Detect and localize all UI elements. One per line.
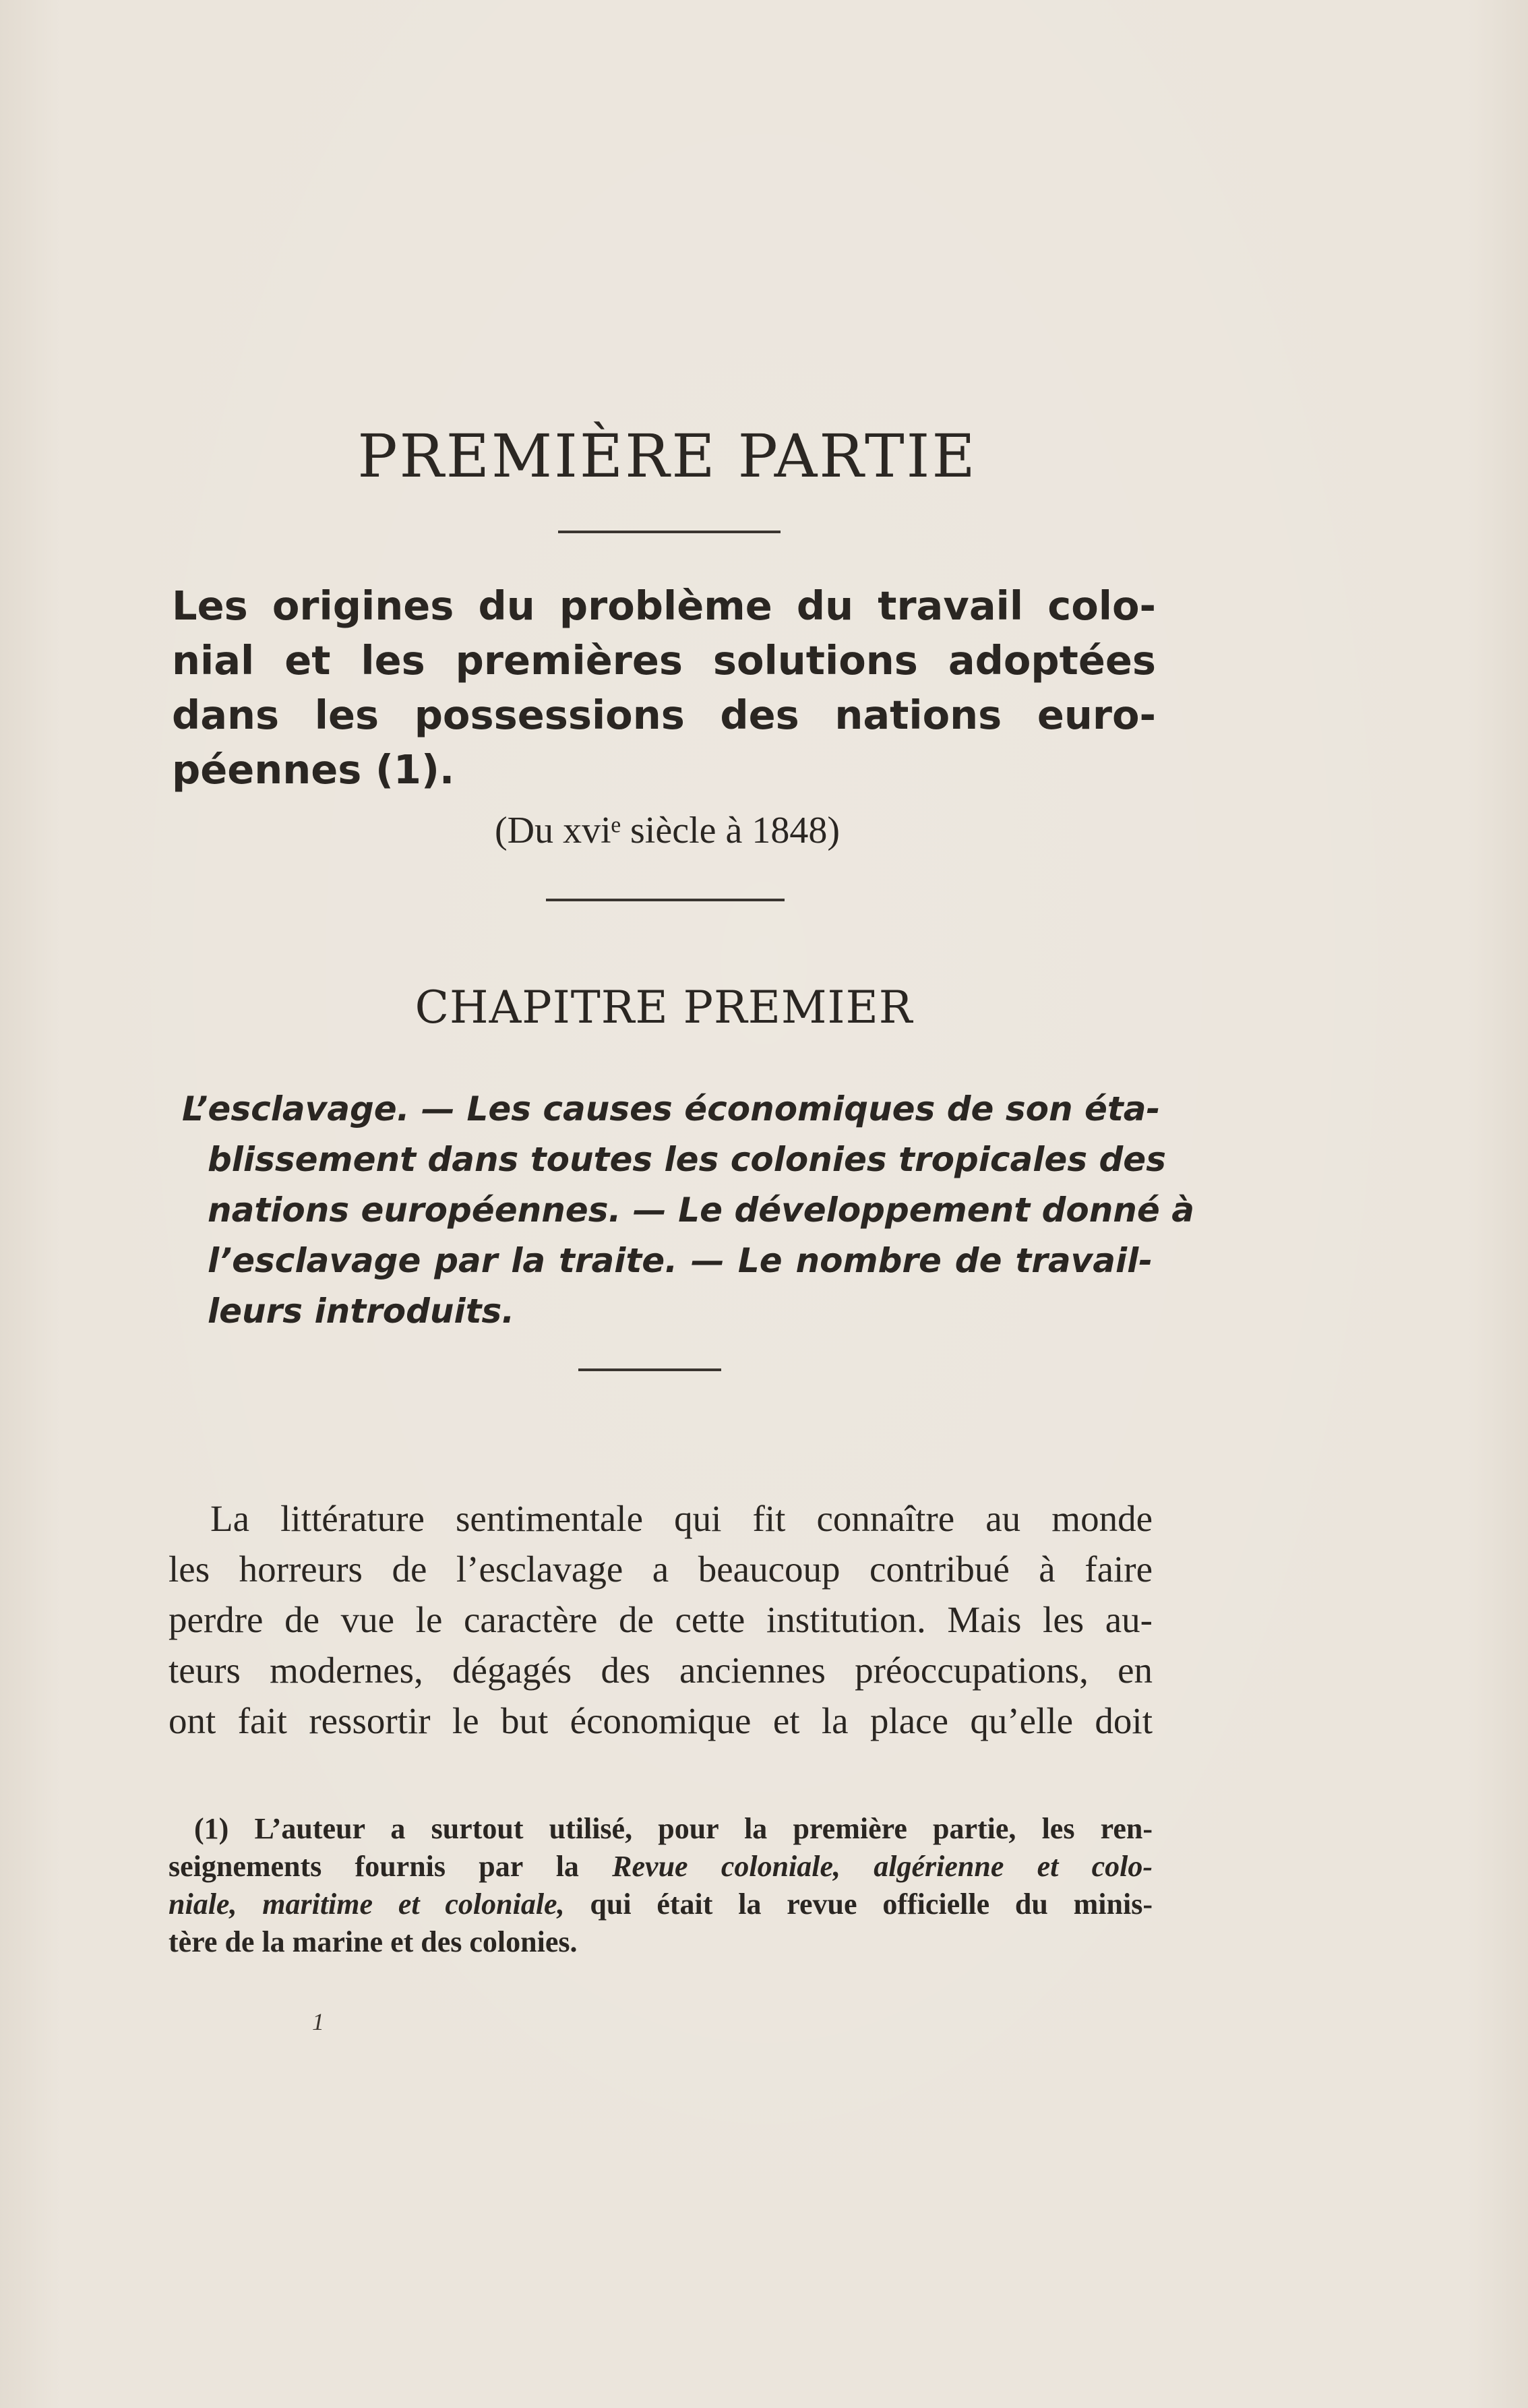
body-line: teurs modernes, dégagés des anciennes préoccupations, en: [169, 1650, 1153, 1691]
chapter-summary-line: nations européennes. — Le développement donné à: [208, 1191, 1194, 1230]
part-heading-line: nial et les premières solutions adoptées: [172, 637, 1156, 684]
footnote-line: (1) L’auteur a surtout utilisé, pour la première partie, les ren-: [194, 1812, 1153, 1845]
footnote-line: tère de la marine et des colonies.: [169, 1925, 578, 1958]
chapter-summary-line: L’esclavage. — Les causes économiques de son éta-: [182, 1089, 1161, 1128]
footnote-text: seignements fournis par la: [169, 1850, 613, 1883]
footnote-line: [169, 1848, 1153, 1886]
part-heading-line: dans les possessions des nations euro-: [172, 692, 1156, 738]
body-line: perdre de vue le caractère de cette institution. Mais les au-: [169, 1599, 1153, 1640]
chapter-summary-line: l’esclavage par la traite. — Le nombre de travail-: [208, 1241, 1153, 1280]
body-line: ont fait ressortir le but économique et la place qu’elle doit: [169, 1700, 1153, 1741]
divider-rule: [578, 1368, 721, 1371]
body-paragraph: [169, 1493, 1153, 1746]
chapter-summary-line: leurs introduits.: [208, 1292, 515, 1331]
part-heading-line: péennes (1).: [172, 746, 455, 793]
footnote-journal-title: Revue coloniale, algérienne et colo-: [612, 1850, 1153, 1883]
footnote-journal-title: niale, maritime et coloniale,: [169, 1888, 565, 1921]
chapter-title: CHAPITRE PREMIER: [415, 982, 913, 1033]
chapter-summary-line: blissement dans toutes les colonies tropicales des: [208, 1140, 1166, 1179]
chapter-summary: [182, 1084, 1194, 1337]
body-line: La littérature sentimentale qui fit connaître au monde: [210, 1498, 1153, 1539]
divider-rule: [546, 899, 785, 901]
page-signature-number: 1: [312, 2008, 324, 2035]
divider-rule: [558, 531, 781, 533]
part-title: PREMIÈRE PARTIE: [357, 421, 977, 491]
footnote: [169, 1810, 1153, 1961]
part-heading-line: Les origines du problème du travail colo-: [172, 582, 1156, 629]
footnote-text: qui était la revue officielle du minis-: [564, 1888, 1153, 1921]
footnote-line: [169, 1886, 1153, 1923]
body-line: les horreurs de l’esclavage a beaucoup contribué à faire: [169, 1548, 1153, 1590]
part-heading: [172, 578, 1156, 797]
part-dates: (Du xviᵉ siècle à 1848): [495, 810, 840, 851]
